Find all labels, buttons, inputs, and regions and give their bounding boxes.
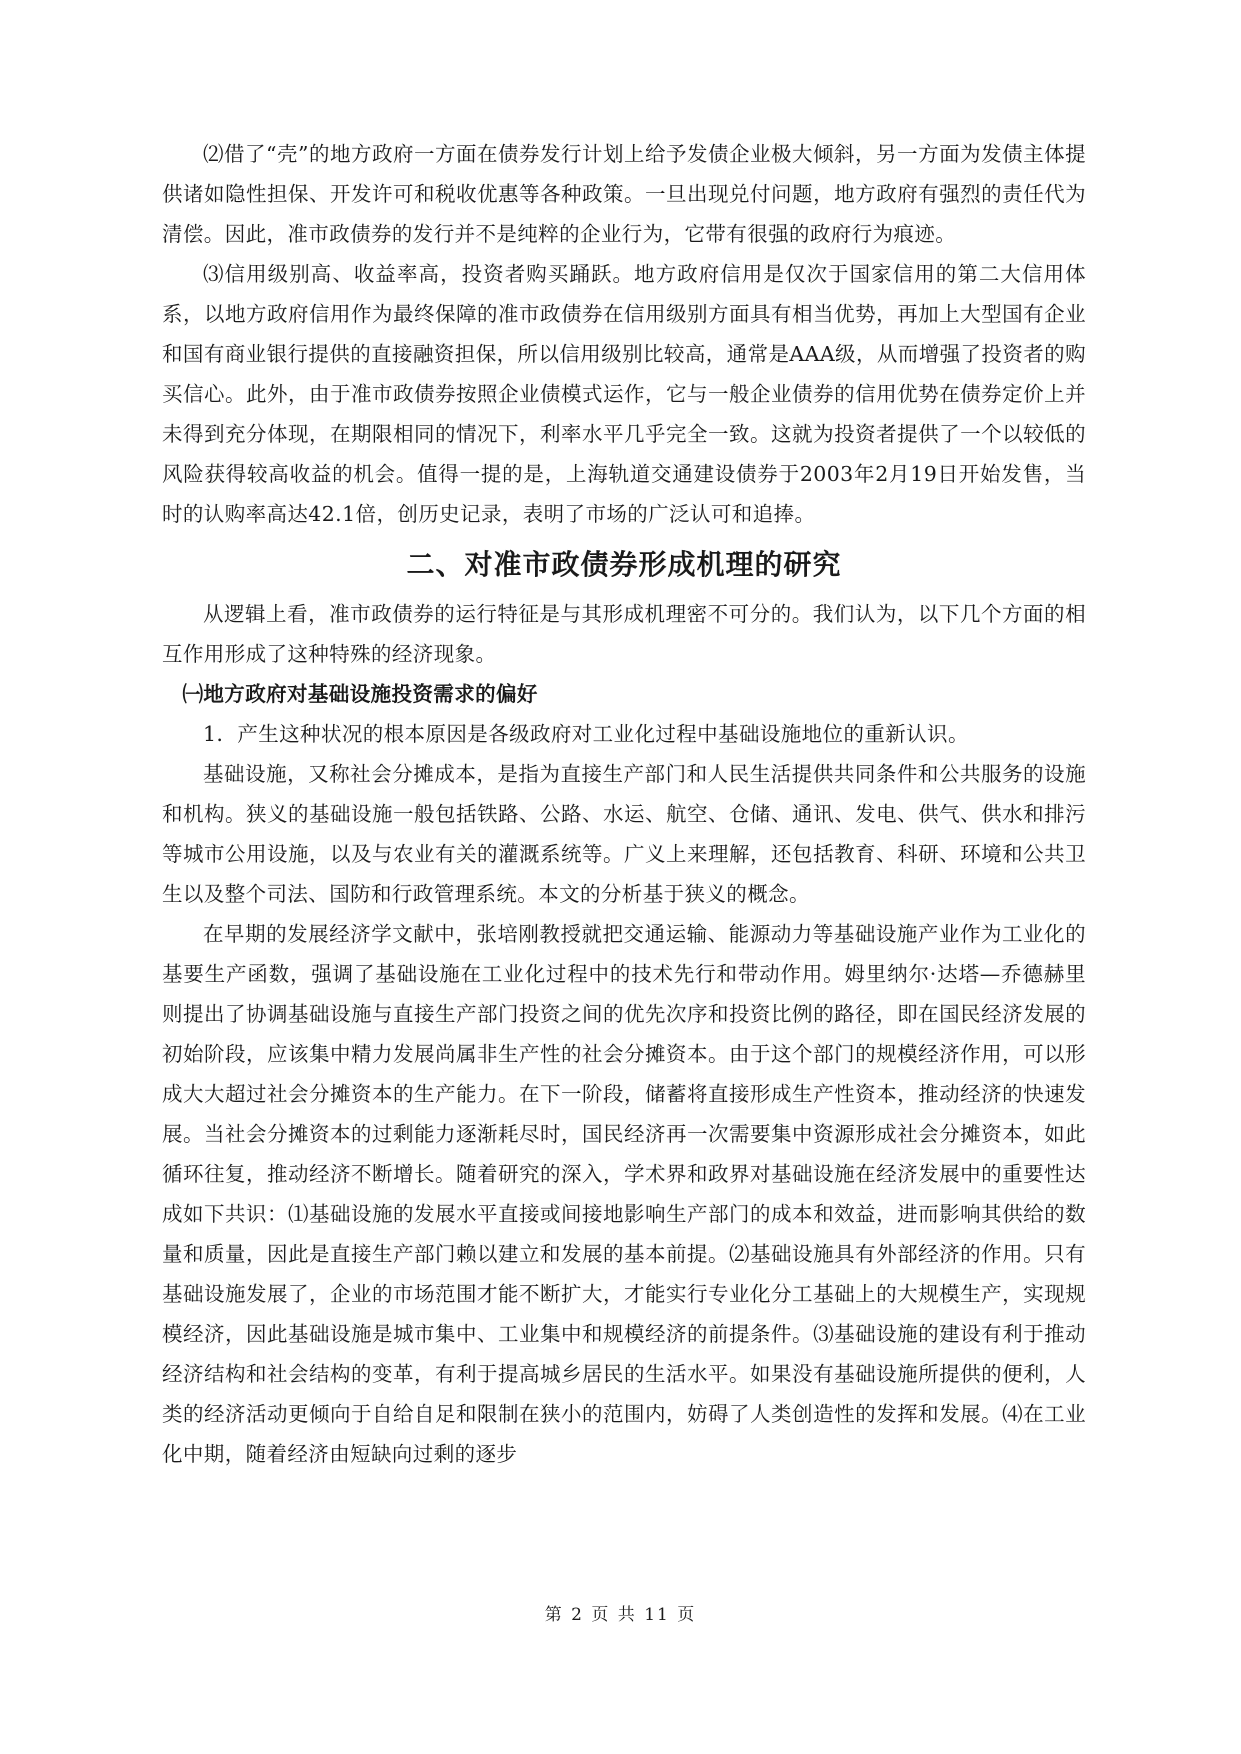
paragraph-root-cause: 1．产生这种状况的根本原因是各级政府对工业化过程中基础设施地位的重新认识。 [203,722,969,746]
paragraph-section-intro: 从逻辑上看，准市政债券的运行特征是与其形成机理密不可分的。我们认为，以下几个方面的相互作用形成了这种特殊的经济现象。 [162,602,1086,666]
paragraph-credit-rating: ⑶信用级别高、收益率高，投资者购买踊跃。地方政府信用是仅次于国家信用的第二大信用体系，以地方政府信用作为最终保障的准市政债券在信用级别方面具有相当优势，再加上大型国有企业和国有商业银行提供的直接融资担保，所以信用级别比较高，通常是AAA级，从而增强了投资者的购买信心。此外，由于准市政债券按照企业债模式运作，它与一般企业债券的信用优势在债券定价上并未得到充分体现，在期限相同的情况下，利率水平几乎完全一致。这就为投资者提供了一个以较低的风险获得较高收益的机会。值得一提的是，上海轨道交通建设债券于2003年2月19日开始发售，当时的认购率高达42.1倍，创历史记录，表明了市场的广泛认可和追捧。 [162,262,1086,526]
subsection-title: ㈠地方政府对基础设施投资需求的偏好 [182,682,538,706]
paragraph-guarantee: ⑵借了“壳”的地方政府一方面在债券发行计划上给予发债企业极大倾斜，另一方面为发债主体提供诸如隐性担保、开发许可和税收优惠等各种政策。一旦出现兑付问题，地方政府有强烈的责任代为清偿。因此，准市政债券的发行并不是纯粹的企业行为，它带有很强的政府行为痕迹。 [162,142,1086,246]
section-title: 二、对准市政债券形成机理的研究 [406,548,842,581]
document-body [162,134,1086,1474]
paragraph-infrastructure-definition: 基础设施，又称社会分摊成本，是指为直接生产部门和人民生活提供共同条件和公共服务的设施和机构。狭义的基础设施一般包括铁路、公路、水运、航空、仓储、通讯、发电、供气、供水和排污等城市公用设施，以及与农业有关的灌溉系统等。广义上来理解，还包括教育、科研、环境和公共卫生以及整个司法、国防和行政管理系统。本文的分析基于狭义的概念。 [162,762,1086,906]
paragraph-development-economics: 在早期的发展经济学文献中，张培刚教授就把交通运输、能源动力等基础设施产业作为工业化的基要生产函数，强调了基础设施在工业化过程中的技术先行和带动作用。姆里纳尔·达塔—乔德赫里则提出了协调基础设施与直接生产部门投资之间的优先次序和投资比例的路径，即在国民经济发展的初始阶段，应该集中精力发展尚属非生产性的社会分摊资本。由于这个部门的规模经济作用，可以形成大大超过社会分摊资本的生产能力。在下一阶段，储蓄将直接形成生产性资本，推动经济的快速发展。当社会分摊资本的过剩能力逐渐耗尽时，国民经济再一次需要集中资源形成社会分摊资本，如此循环往复，推动经济不断增长。随着研究的深入，学术界和政界对基础设施在经济发展中的重要性达成如下共识：⑴基础设施的发展水平直接或间接地影响生产部门的成本和效益，进而影响其供给的数量和质量，因此是直接生产部门赖以建立和发展的基本前提。⑵基础设施具有外部经济的作用。只有基础设施发展了，企业的市场范围才能不断扩大，才能实行专业化分工基础上的大规模生产，实现规模经济，因此基础设施是城市集中、工业集中和规模经济的前提条件。⑶基础设施的建设有利于推动经济结构和社会结构的变革，有利于提高城乡居民的生活水平。如果没有基础设施所提供的便利，人类的经济活动更倾向于自给自足和限制在狭小的范围内，妨碍了人类创造性的发挥和发展。⑷在工业化中期，随着经济由短缺向过剩的逐步 [162,922,1086,1466]
page-footer: 第 2 页 共 11 页 [544,1605,697,1625]
